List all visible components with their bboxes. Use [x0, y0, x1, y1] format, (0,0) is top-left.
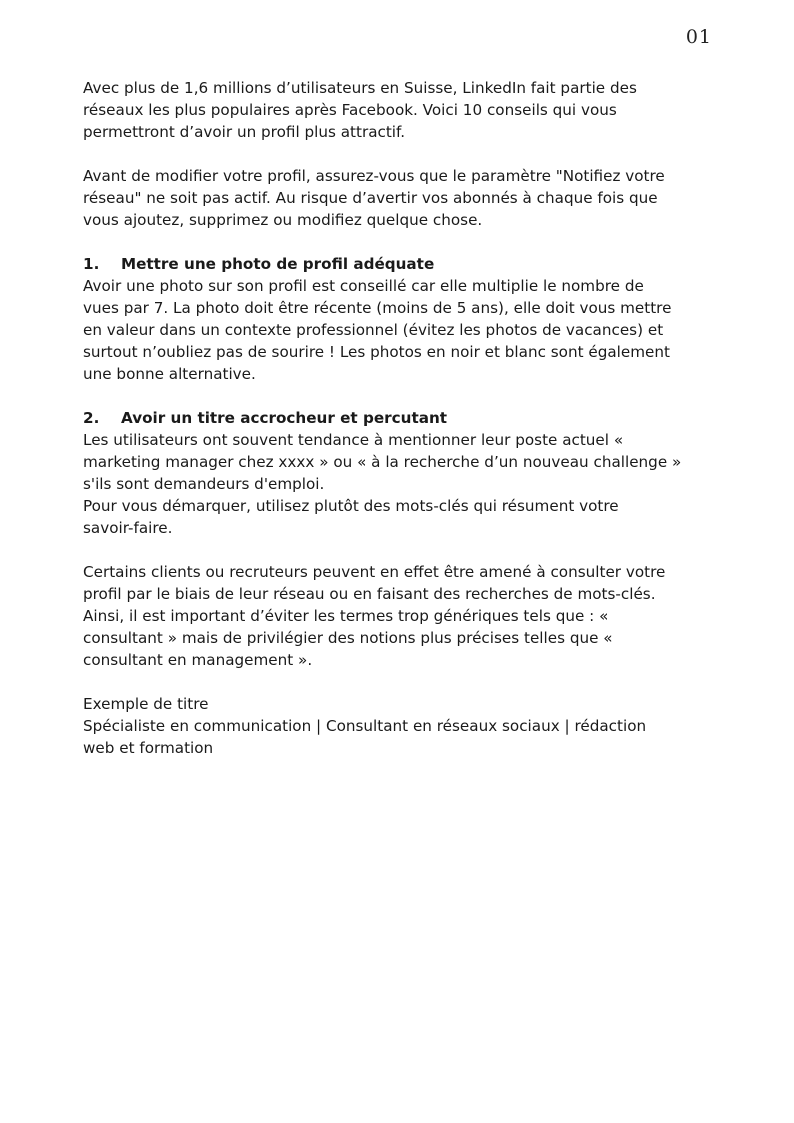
section-heading [83, 253, 723, 275]
page-number: 01 [685, 26, 712, 48]
text-line: profil par le biais de leur réseau ou en faisant des recherches de mots-clés. [83, 585, 656, 603]
text-line: permettront d’avoir un profil plus attractif. [83, 123, 406, 141]
section-heading [83, 407, 723, 429]
text-line: vues par 7. La photo doit être récente (moins de 5 ans), elle doit vous mettre [83, 299, 672, 317]
text-line: une bonne alternative. [83, 365, 256, 383]
section-title: Mettre une photo de profil adéquate [121, 255, 435, 273]
text-line: savoir-faire. [83, 519, 173, 537]
section-1 [83, 253, 723, 385]
text-line: consultant en management ». [83, 651, 313, 669]
example-title-line: Spécialiste en communication | Consultant en réseaux sociaux | rédaction [83, 717, 647, 735]
text-line: Certains clients ou recruteurs peuvent en effet être amené à consulter votre [83, 563, 666, 581]
notify-network-paragraph [83, 165, 723, 231]
text-line: Avoir une photo sur son profil est conseillé car elle multiplie le nombre de [83, 277, 644, 295]
text-line: Les utilisateurs ont souvent tendance à mentionner leur poste actuel « [83, 431, 624, 449]
intro-paragraph [83, 77, 723, 143]
text-line: Pour vous démarquer, utilisez plutôt des mots-clés qui résument votre [83, 497, 619, 515]
section-number: 1. [83, 255, 100, 273]
text-line: vous ajoutez, supprimez ou modifiez quelque chose. [83, 211, 483, 229]
text-line: Avant de modifier votre profil, assurez-vous que le paramètre "Notifiez votre [83, 167, 665, 185]
section-title: Avoir un titre accrocheur et percutant [121, 409, 448, 427]
text-line: en valeur dans un contexte professionnel (évitez les photos de vacances) et [83, 321, 664, 339]
text-line: réseaux les plus populaires après Facebook. Voici 10 conseils qui vous [83, 101, 617, 119]
text-line: marketing manager chez xxxx » ou « à la recherche d’un nouveau challenge » [83, 453, 682, 471]
text-line: surtout n’oubliez pas de sourire ! Les photos en noir et blanc sont également [83, 343, 670, 361]
text-line: Avec plus de 1,6 millions d’utilisateurs en Suisse, LinkedIn fait partie des [83, 79, 637, 97]
section-number: 2. [83, 409, 100, 427]
text-line: réseau" ne soit pas actif. Au risque d’avertir vos abonnés à chaque fois que [83, 189, 658, 207]
example-title-line: web et formation [83, 739, 214, 757]
section-2 [83, 407, 723, 759]
text-line: s'ils sont demandeurs d'emploi. [83, 475, 325, 493]
text-line: consultant » mais de privilégier des notions plus précises telles que « [83, 629, 613, 647]
document-body [83, 77, 723, 759]
example-label: Exemple de titre [83, 695, 209, 713]
text-line: Ainsi, il est important d’éviter les termes trop génériques tels que : « [83, 607, 609, 625]
